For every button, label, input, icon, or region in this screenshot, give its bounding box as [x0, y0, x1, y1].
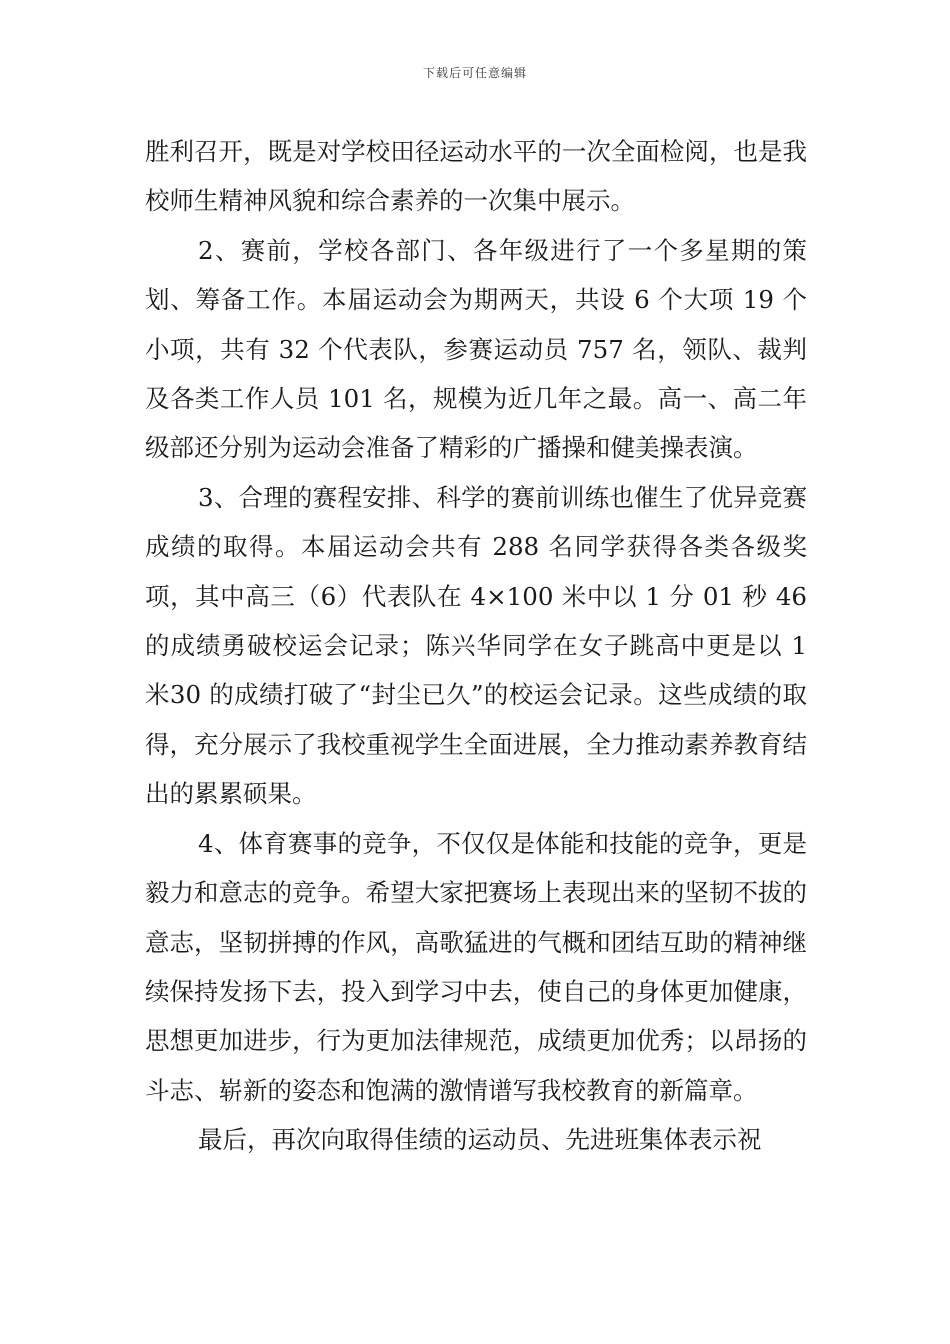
paragraph-4: 4、体育赛事的竞争，不仅仅是体能和技能的竞争，更是毅力和意志的竞争。希望大家把赛场上表现出来的坚韧不拔的意志，坚韧拼搏的作风，高歌猛进的气概和团结互助的精神继续保持发扬下去，投入到学习中去，使自己的身体更加健康，思想更加进步，行为更加法律规范，成绩更加优秀；以昂扬的斗志、崭新的姿态和饱满的激情谱写我校教育的新篇章。: [145, 828, 807, 1105]
page-header: 下载后可任意编辑: [422, 66, 527, 80]
paragraph-2: 2、赛前，学校各部门、各年级进行了一个多星期的策划、筹备工作。本届运动会为期两天，共设 6 个大项 19 个小项，共有 32 个代表队，参赛运动员 757 名，领队、裁判及各类工作人员 101 名，规模为近几年之最。高一、高二年级部还分别为运动会准备了精彩的广播操和健美操表演。: [145, 235, 807, 463]
paragraph-5: 最后，再次向取得佳绩的运动员、先进班集体表示祝: [198, 1125, 762, 1155]
document-body: [145, 127, 807, 1165]
paragraph-3: 3、合理的赛程安排、科学的赛前训练也催生了优异竞赛成绩的取得。本届运动会共有 288 名同学获得各类各级奖项，其中高三（6）代表队在 4×100 米中以 1 分 01 秒 46 的成绩勇破校运会记录；陈兴华同学在女子跳高中更是以 1 米30 的成绩打破了“封尘已久”的校运会记录。这些成绩的取得，充分展示了我校重视学生全面进展，全力推动素养教育结出的累累硕果。: [145, 482, 807, 809]
paragraph-1: 胜利召开，既是对学校田径运动水平的一次全面检阅，也是我校师生精神风貌和综合素养的一次集中展示。: [145, 137, 807, 216]
